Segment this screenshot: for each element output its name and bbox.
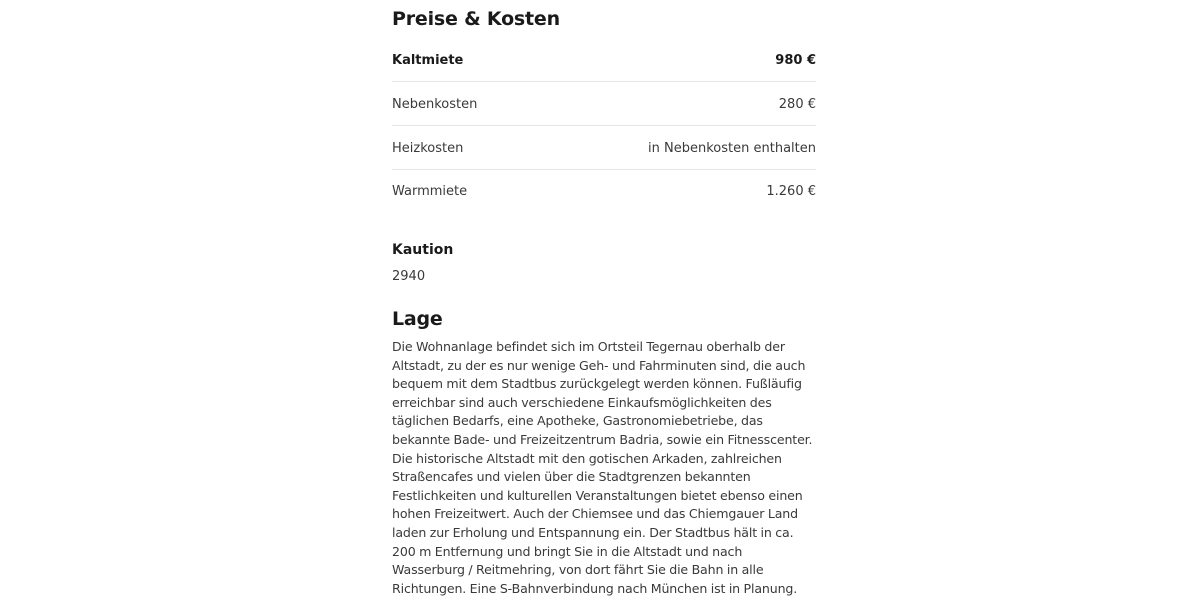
kaution-label: Kaution xyxy=(392,242,454,258)
section-title-preise-kosten: Preise & Kosten xyxy=(392,8,560,30)
section-title-lage: Lage xyxy=(392,308,443,330)
cost-value-warmmiete: 1.260 € xyxy=(766,183,816,199)
cost-value-heizkosten: in Nebenkosten enthalten xyxy=(648,140,816,156)
lage-description: Die Wohnanlage befindet sich im Ortsteil Tegernau oberhalb der Altstadt, zu der es nur wenige Geh- und Fahrminuten sind, die auch bequem mit dem Stadtbus zurückgelegt werden können. Fußläufig erreichbar sind auch verschiedene Einkaufsmöglichkeiten des täglichen Bedarfs, eine Apotheke, Gastronomiebetriebe, das bekannte Bade- und Freizeitzentrum Badria, sowie ein Fitnesscenter. Die historische Altstadt mit den gotischen Arkaden, zahlreichen Straßencafes und vielen über die Stadtgrenzen bekannten Festlichkeiten und kulturellen Veranstaltungen bietet ebenso einen hohen Freizeitwert. Auch der Chiemsee und das Chiemgauer Land laden zur Erholung und Entspannung ein. Der Stadtbus hält in ca. 200 m Entfernung und bringt Sie in die Altstadt und nach Wasserburg / Reitmehring, von dort fährt Sie die Bahn in alle Richtungen. Eine S-Bahnverbindung nach München ist in Planung. xyxy=(392,339,813,596)
kaution-value: 2940 xyxy=(392,269,426,284)
cost-row-nebenkosten xyxy=(392,82,816,126)
cost-label-nebenkosten: Nebenkosten xyxy=(392,96,478,112)
cost-label-heizkosten: Heizkosten xyxy=(392,140,464,156)
cost-label-kaltmiete: Kaltmiete xyxy=(392,52,464,68)
cost-row-kaltmiete xyxy=(392,38,816,82)
cost-label-warmmiete: Warmmiete xyxy=(392,183,468,199)
cost-row-heizkosten xyxy=(392,126,816,170)
cost-value-nebenkosten: 280 € xyxy=(778,96,816,112)
cost-value-kaltmiete: 980 € xyxy=(775,52,816,68)
cost-row-warmmiete xyxy=(392,169,816,213)
